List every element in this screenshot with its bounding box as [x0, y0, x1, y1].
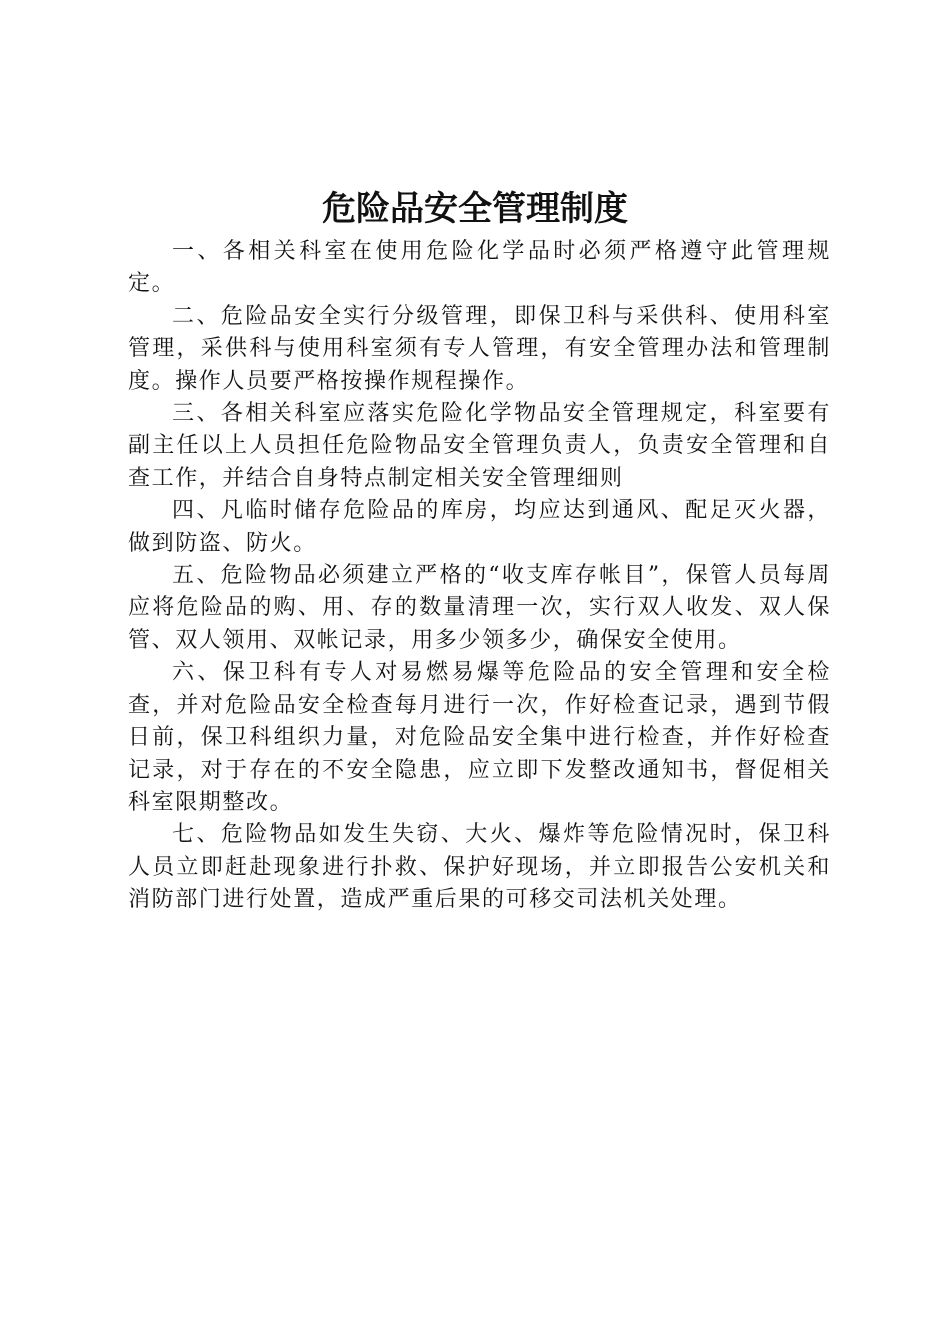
paragraph-6: 六、保卫科有专人对易燃易爆等危险品的安全管理和安全检查，并对危险品安全检查每月进行一次，作好检查记录，遇到节假日前，保卫科组织力量，对危险品安全集中进行检查，并作好检查记录，对于存在的不安全隐患，应立即下发整改通知书，督促相关科室限期整改。 [128, 660, 831, 815]
paragraph-5: 五、危险物品必须建立严格的“收支库存帐目”，保管人员每周应将危险品的购、用、存的数量清理一次，实行双人收发、双人保管、双人领用、双帐记录，用多少领多少，确保安全使用。 [128, 563, 831, 653]
paragraph-2: 二、危险品安全实行分级管理，即保卫科与采供科、使用科室管理，采供科与使用科室须有专人管理，有安全管理办法和管理制度。操作人员要严格按操作规程操作。 [128, 303, 831, 394]
paragraph-4: 四、凡临时储存危险品的库房，均应达到通风、配足灭火器，做到防盗、防火。 [128, 498, 831, 556]
paragraph-7: 七、危险物品如发生失窃、大火、爆炸等危险情况时，保卫科人员立即赶赴现象进行扑救、保护好现场，并立即报告公安机关和消防部门进行处置，造成严重后果的可移交司法机关处理。 [128, 822, 831, 913]
document-body [128, 236, 831, 917]
paragraph-1: 一、各相关科室在使用危险化学品时必须严格遵守此管理规定。 [128, 239, 831, 297]
document-title: 危险品安全管理制度 [322, 189, 628, 229]
paragraph-3: 三、各相关科室应落实危险化学物品安全管理规定，科室要有副主任以上人员担任危险物品安全管理负责人，负责安全管理和自查工作，并结合自身特点制定相关安全管理细则 [128, 401, 831, 491]
